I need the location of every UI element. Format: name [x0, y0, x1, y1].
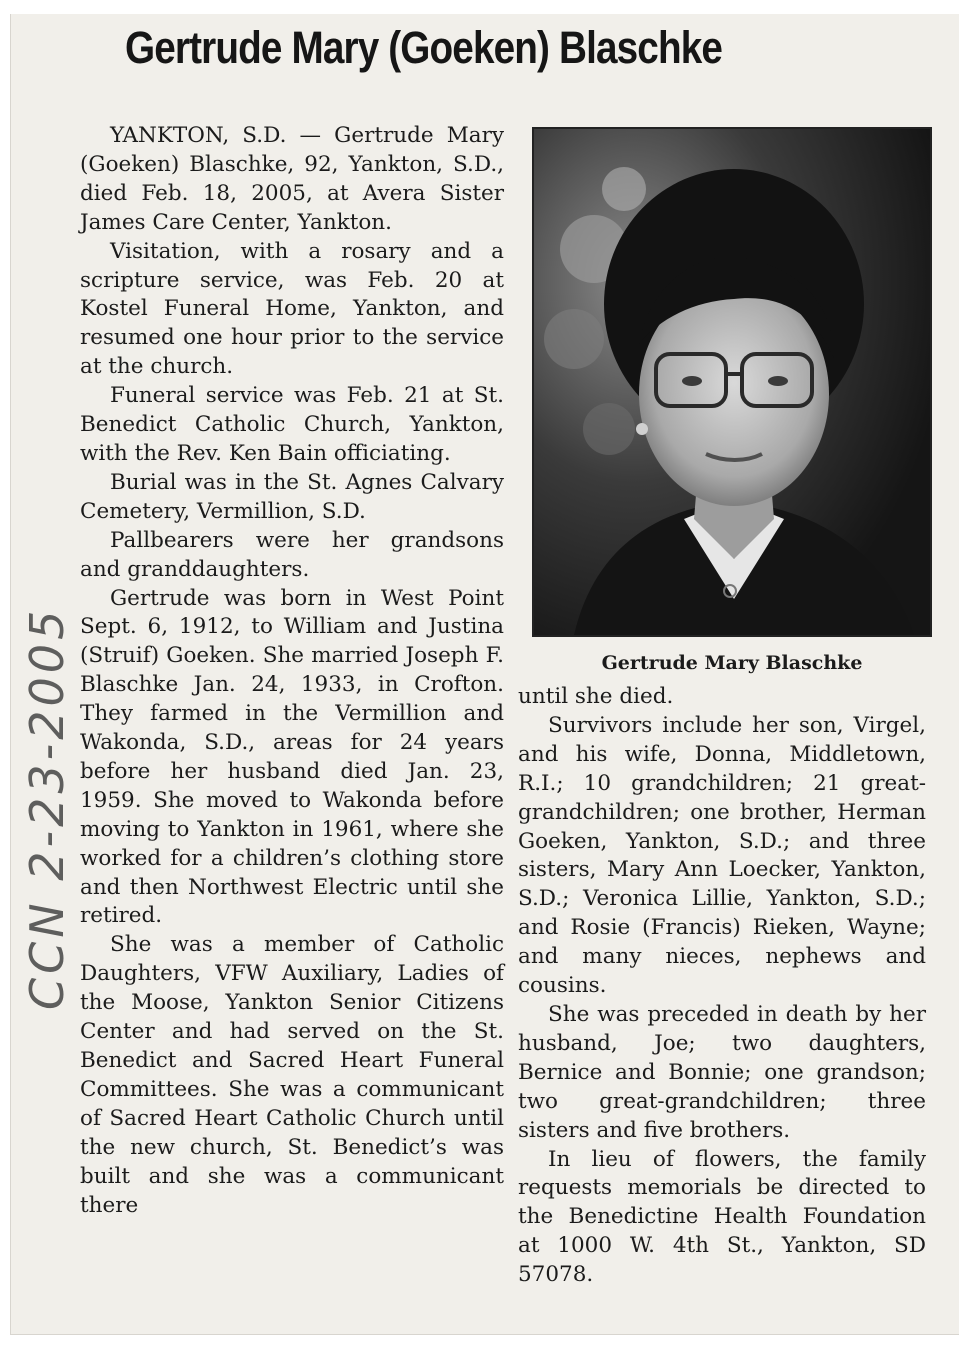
paragraph-preceded-in-death: She was preceded in death by her husband, Joe; two daughters, Bernice and Bonnie; one grandson; two great-grandchildren; three sisters and five brothers. [518, 1001, 926, 1143]
handwritten-date-note: CCN 2-23-2005 [20, 606, 74, 1010]
portrait-illustration [534, 129, 930, 635]
paragraph-death-notice: YANKTON, S.D. — Gertrude Mary (Goeken) Blaschke, 92, Yankton, S.D., died Feb. 18, 2005, at Avera Sister James Care Center, Yankton. [80, 123, 504, 235]
paragraph-memberships: She was a member of Catholic Daughters, VFW Auxiliary, Ladies of the Moose, Yankton Senior Citizens Center and had served on the St. Benedict and Sacred Heart Funeral Committees. She was a communicant of Sacred Heart Catholic Church until the new church, St. Benedict’s was built and she was a communicant there [80, 932, 504, 1218]
paragraph-pallbearers: Pallbearers were her grandsons and granddaughters. [80, 527, 504, 582]
paragraph-biography: Gertrude was born in West Point Sept. 6, 1912, to William and Justina (Struif) Goeken. She married Joseph F. Blaschke Jan. 24, 1933, in Crofton. They farmed in the Vermillion and Wakonda, S.D., areas for 24 years before her husband died Jan. 23, 1959. She moved to Wakonda before moving to Yankton in 1961, where she worked for a children’s clothing store and then Northwest Electric until she retired. [80, 585, 504, 929]
portrait-photo [532, 127, 932, 637]
right-text-column [518, 683, 926, 1290]
paragraph-memorials: In lieu of flowers, the family requests memorials be directed to the Benedictine Health Foundation at 1000 W. 4th St., Yankton, SD 57078. [518, 1146, 926, 1288]
paragraph-survivors: Survivors include her son, Virgel, and his wife, Donna, Middletown, R.I.; 10 grandchildren; 21 great-grandchildren; one brother, Herman Goeken, Yankton, S.D.; and three sisters, Mary Ann Loecker, Yankton, S.D.; Veronica Lillie, Yankton, S.D.; and Rosie (Francis) Rieken, Wayne; and many nieces, nephews and cousins. [518, 712, 926, 999]
paragraph-continuation: until she died. [518, 684, 674, 709]
paragraph-burial: Burial was in the St. Agnes Calvary Cemetery, Vermillion, S.D. [80, 469, 504, 524]
obituary-headline: Gertrude Mary (Goeken) Blaschke [125, 22, 723, 73]
left-text-column [80, 122, 504, 1220]
paragraph-funeral-service: Funeral service was Feb. 21 at St. Benedict Catholic Church, Yankton, with the Rev. Ken Bain officiating. [80, 383, 504, 466]
paragraph-visitation: Visitation, with a rosary and a scripture service, was Feb. 20 at Kostel Funeral Home, Yankton, and resumed one hour prior to the service at the church. [80, 238, 504, 380]
photo-caption: Gertrude Mary Blaschke [601, 652, 863, 674]
